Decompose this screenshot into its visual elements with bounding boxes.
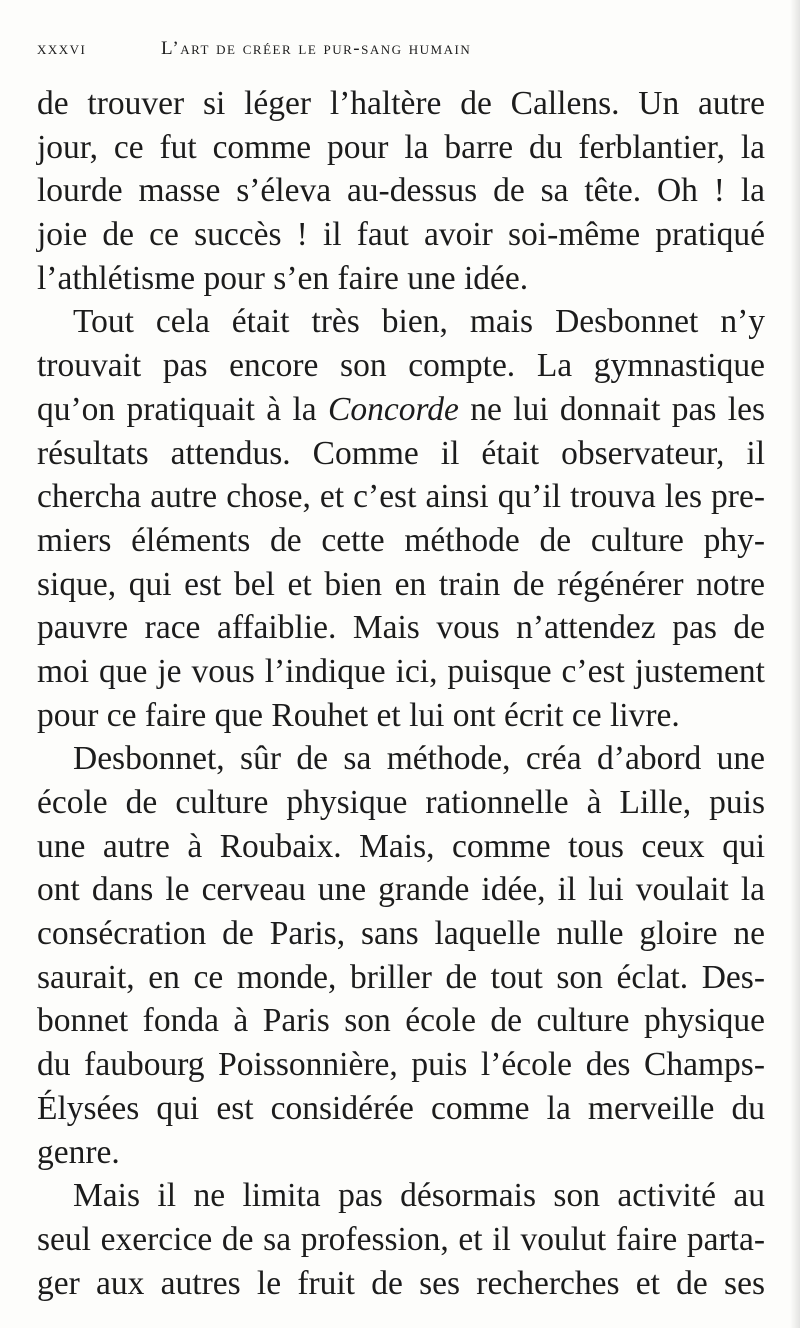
text-line: consécration de Paris, sans laquelle nulle gloire ne (37, 915, 765, 953)
text-line: résultats attendus. Comme il était observateur, il (37, 434, 765, 472)
text-line: sique, qui est bel et bien en train de régénérer notre (37, 565, 765, 603)
running-head (37, 38, 777, 68)
text-line: seul exercice de sa profession, et il voulut faire parta- (37, 1220, 765, 1258)
text-line: du faubourg Poissonnière, puis l’école des Champs- (37, 1046, 765, 1084)
text-line: école de culture physique rationnelle à Lille, puis (37, 784, 765, 821)
text-line: pour ce faire que Rouhet et lui ont écrit ce livre. (37, 696, 680, 734)
text-line (37, 388, 765, 432)
body-text (37, 82, 765, 1305)
text-line: Mais il ne limita pas désormais son activité au (73, 1177, 765, 1215)
text-line: trouvait pas encore son compte. La gymnastique (37, 347, 765, 385)
text-line: miers éléments de cette méthode de culture phy- (37, 521, 765, 559)
text-line: ont dans le cerveau une grande idée, il lui voulait la (37, 871, 765, 909)
text-line: saurait, en ce monde, briller de tout son éclat. Des- (37, 958, 765, 996)
text-segment: qu’on pratiquait à la (37, 390, 328, 428)
text-line: de trouver si léger l’haltère de Callens. Un autre (37, 85, 765, 122)
text-line: une autre à Roubaix. Mais, comme tous ceux qui (37, 827, 765, 865)
page-edge-shadow (790, 0, 800, 1328)
text-line: Élysées qui est considérée comme la merveille du (37, 1089, 765, 1127)
text-line: ger aux autres le fruit de ses recherches et de ses (37, 1264, 765, 1302)
text-line: l’athlétisme pour s’en faire une idée. (37, 259, 529, 297)
page-number: xxxvi (37, 38, 87, 59)
italic-name: Concorde (328, 390, 459, 428)
text-line: Tout cela était très bien, mais Desbonnet n’y (73, 303, 765, 341)
text-line: genre. (37, 1133, 120, 1171)
text-line: bonnet fonda à Paris son école de culture physique (37, 1002, 765, 1040)
running-title: L’art de créer le pur-sang humain (161, 38, 472, 59)
text-line: chercha autre chose, et c’est ainsi qu’il trouva les pre- (37, 478, 765, 516)
text-line: joie de ce succès ! il faut avoir soi-même pratiqué (37, 216, 765, 254)
text-line: jour, ce fut comme pour la barre du ferblantier, la (37, 128, 765, 166)
text-line: moi que je vous l’indique ici, puisque c’est justement (37, 652, 765, 690)
text-line: pauvre race affaiblie. Mais vous n’attendez pas de (37, 609, 765, 647)
text-line: Desbonnet, sûr de sa méthode, créa d’abord une (73, 740, 765, 778)
text-line: lourde masse s’éleva au-dessus de sa tête. Oh ! la (37, 172, 765, 210)
text-segment: ne lui donnait pas les (458, 390, 765, 428)
